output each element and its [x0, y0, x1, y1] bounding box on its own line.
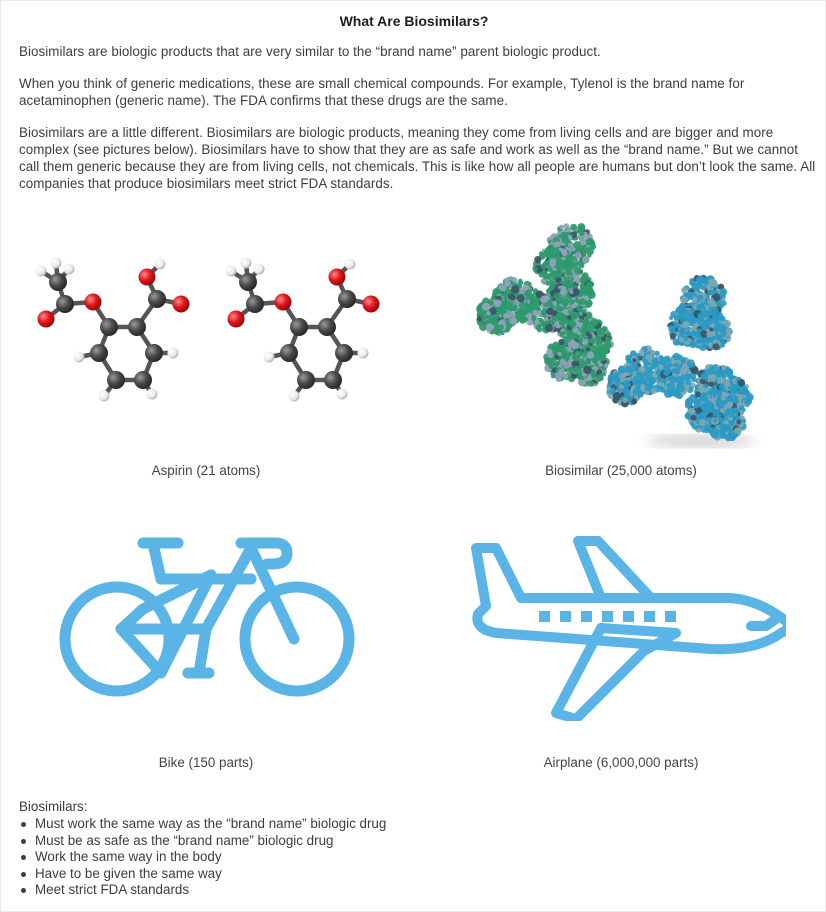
residue — [582, 313, 586, 317]
residue — [699, 396, 703, 400]
carbon-atom — [338, 290, 356, 308]
generic-paragraph: When you think of generic medications, these are small chemical compounds. For example, Tylenol is the brand name for acetaminophen (generic name). The FDA confirms that these drugs are the same. — [19, 76, 745, 108]
residue — [683, 321, 690, 328]
residue — [560, 359, 566, 365]
aspirin-molecule-right — [226, 258, 380, 402]
residue — [492, 321, 497, 326]
residue — [639, 349, 645, 355]
oxygen-atom — [173, 296, 190, 313]
residue — [717, 403, 722, 408]
residue — [732, 408, 738, 414]
residue — [500, 331, 505, 336]
residue — [613, 392, 621, 400]
residue — [568, 243, 573, 248]
residue — [691, 331, 696, 336]
residue — [554, 252, 561, 259]
residue — [558, 313, 565, 320]
residue — [651, 388, 657, 394]
residue — [526, 303, 534, 311]
residue — [713, 293, 721, 301]
residue — [622, 398, 627, 403]
residue — [538, 324, 543, 329]
residue — [582, 256, 590, 264]
residue — [746, 393, 754, 401]
residue — [677, 380, 684, 387]
antibody-green — [476, 223, 614, 387]
residue — [582, 334, 586, 338]
residue — [570, 277, 574, 281]
oxygen-atom — [139, 269, 156, 286]
residue — [572, 327, 578, 333]
residue — [726, 408, 731, 413]
bullet-icon — [21, 888, 26, 893]
hydrogen-atom — [226, 266, 237, 277]
carbon-atom — [324, 371, 342, 389]
summary-list — [19, 816, 386, 899]
residue — [570, 290, 574, 294]
residue — [686, 292, 693, 299]
residue — [720, 408, 725, 413]
residue — [658, 364, 663, 369]
residue — [557, 352, 561, 356]
residue — [552, 342, 559, 349]
aspirin-molecule-icon — [1, 231, 421, 431]
carbon-atom — [134, 371, 152, 389]
summary-item — [19, 833, 386, 850]
airplane-icon — [466, 521, 786, 721]
residue — [700, 286, 705, 291]
residue — [701, 338, 705, 342]
residue — [723, 416, 728, 421]
residue — [718, 325, 726, 333]
residue — [659, 355, 663, 359]
residue — [631, 398, 637, 404]
residue — [568, 235, 573, 240]
hydrogen-atom — [337, 389, 348, 400]
residue — [556, 305, 563, 312]
difference-paragraph: Biosimilars are a little different. Biosimilars are biologic products, meaning they come from living cells and are bigger and more complex (see pictures below). Biosimilars have to show that they are as safe and work as well as the “brand name.” But we cannot call them generic because they are from living cells, not chemicals. This is like how all people are humans but don’t look the same. All companies that produce biosimilars meet strict FDA standards. — [19, 125, 816, 191]
residue — [574, 267, 582, 275]
carbon-atom — [297, 371, 315, 389]
residue — [495, 331, 499, 335]
residue — [563, 280, 571, 288]
residue — [601, 336, 606, 341]
residue — [625, 366, 632, 373]
residue — [685, 379, 691, 385]
residue — [724, 320, 731, 327]
residue — [692, 296, 697, 301]
residue — [547, 358, 552, 363]
hydrogen-atom — [51, 258, 62, 269]
residue — [697, 316, 704, 323]
summary-item — [19, 816, 386, 833]
residue — [601, 372, 605, 376]
residue — [560, 288, 567, 295]
residue — [598, 363, 602, 367]
residue — [506, 282, 510, 286]
residue — [688, 408, 695, 415]
oxygen-atom — [38, 311, 55, 328]
residue — [712, 343, 719, 350]
residue — [604, 342, 612, 350]
airplane-caption: Airplane (6,000,000 parts) — [543, 755, 699, 770]
residue — [587, 351, 594, 358]
residue — [596, 338, 602, 344]
residue — [638, 356, 642, 360]
residue — [497, 289, 502, 294]
residue — [486, 311, 490, 315]
oxygen-atom — [85, 294, 102, 311]
residue — [634, 390, 639, 395]
residue — [604, 363, 609, 368]
residue — [671, 360, 675, 364]
residue — [575, 252, 582, 259]
residue — [649, 370, 653, 374]
residue — [708, 412, 713, 417]
residue — [663, 356, 671, 364]
oxygen-atom — [363, 296, 380, 313]
residue — [633, 376, 639, 382]
bullet-icon — [21, 822, 26, 827]
residue — [707, 427, 714, 434]
residue — [722, 301, 727, 306]
residue — [564, 223, 570, 229]
residue — [711, 375, 717, 381]
antibody-molecule-icon — [471, 211, 781, 451]
residue — [556, 262, 564, 270]
residue — [710, 279, 718, 287]
residue — [699, 419, 706, 426]
residue — [688, 398, 694, 404]
residue — [705, 317, 712, 324]
residue — [694, 283, 698, 287]
residue — [703, 313, 707, 317]
hydrogen-atom — [254, 264, 265, 275]
residue — [680, 374, 685, 379]
residue — [583, 323, 588, 328]
airplane-upper-wing — [578, 541, 651, 598]
bullet-icon — [21, 839, 26, 844]
residue — [501, 308, 506, 313]
residue — [573, 241, 581, 249]
oxygen-atom — [228, 311, 245, 328]
residue — [695, 391, 701, 397]
carbon-atom — [145, 344, 163, 362]
residue — [561, 250, 567, 256]
residue — [681, 358, 687, 364]
residue — [519, 317, 526, 324]
residue — [680, 330, 684, 334]
residue — [580, 245, 587, 252]
residue — [719, 423, 725, 429]
residue — [706, 331, 713, 338]
hydrogen-atom — [289, 391, 300, 402]
residue — [593, 360, 598, 365]
residue — [565, 269, 572, 276]
residue — [579, 308, 583, 312]
residue — [556, 277, 562, 283]
residue — [596, 375, 603, 382]
residue — [709, 382, 714, 387]
residue — [719, 432, 726, 439]
residue — [665, 363, 671, 369]
summary-item — [19, 866, 386, 883]
summary-item-text: Must work the same way as the “brand name” biologic drug — [35, 816, 387, 831]
residue — [683, 309, 690, 316]
residue — [547, 267, 552, 272]
residue — [721, 365, 726, 370]
residue — [555, 271, 560, 276]
residue — [558, 339, 564, 345]
residue — [527, 319, 534, 326]
residue — [591, 318, 599, 326]
residue — [580, 275, 587, 282]
residue — [569, 321, 576, 328]
biosimilar-caption: Biosimilar (25,000 atoms) — [545, 463, 697, 478]
hydrogen-atom — [345, 259, 356, 270]
residue — [571, 341, 579, 349]
residue — [550, 259, 555, 264]
residue — [734, 433, 739, 438]
residue — [583, 366, 591, 374]
residue — [687, 414, 691, 418]
summary-item-text: Meet strict FDA standards — [35, 882, 190, 898]
residue — [562, 349, 567, 354]
residue — [660, 387, 666, 393]
carbon-atom — [318, 318, 336, 336]
residue — [689, 314, 694, 319]
residue — [541, 311, 546, 316]
residue — [697, 295, 703, 301]
carbon-atom — [148, 290, 166, 308]
residue — [551, 374, 556, 379]
residue — [588, 334, 593, 339]
residue — [722, 392, 726, 396]
airplane-cockpit — [751, 619, 776, 626]
residue — [500, 292, 504, 296]
bike-seat-post — [154, 548, 161, 579]
residue — [606, 332, 611, 337]
residue — [552, 316, 557, 321]
residue — [554, 361, 559, 366]
residue — [726, 332, 731, 337]
residue — [546, 245, 554, 253]
aspirin-caption: Aspirin (21 atoms) — [151, 463, 261, 478]
residue — [579, 231, 584, 236]
residue — [671, 368, 676, 373]
bullet-icon — [21, 872, 26, 877]
residue — [679, 337, 684, 342]
residue — [564, 318, 570, 324]
residue — [509, 317, 517, 325]
summary-item — [19, 849, 386, 866]
residue — [728, 420, 735, 427]
residue — [611, 373, 617, 379]
residue — [578, 351, 584, 357]
residue — [598, 353, 606, 361]
residue — [691, 378, 695, 382]
hydrogen-atom — [74, 352, 85, 363]
residue — [711, 316, 719, 324]
residue — [654, 351, 660, 357]
carbon-atom — [128, 318, 146, 336]
residue — [523, 284, 529, 290]
residue — [730, 387, 737, 394]
residue — [482, 303, 490, 311]
bullet-icon — [21, 855, 26, 860]
bike-caption: Bike (150 parts) — [158, 755, 254, 770]
residue — [690, 415, 696, 421]
hydrogen-atom — [264, 352, 275, 363]
residue — [573, 366, 581, 374]
residue — [650, 350, 655, 355]
summary-item-text: Work the same way in the body — [35, 849, 222, 865]
residue — [546, 349, 552, 355]
page-title: What Are Biosimilars? — [339, 13, 489, 29]
residue — [727, 402, 733, 408]
residue — [597, 369, 602, 374]
residue — [565, 259, 573, 267]
oxygen-atom — [275, 294, 292, 311]
residue — [632, 358, 636, 362]
residue — [690, 422, 694, 426]
residue — [562, 301, 567, 306]
hydrogen-atom — [241, 258, 252, 269]
residue — [716, 335, 722, 341]
residue — [544, 321, 548, 325]
residue — [511, 285, 519, 293]
bicycle-icon — [51, 531, 361, 711]
residue — [690, 367, 695, 372]
residue — [706, 286, 710, 290]
residue — [579, 298, 586, 305]
residue — [667, 383, 675, 391]
carbon-atom — [335, 344, 353, 362]
residue — [559, 225, 564, 230]
residue — [658, 382, 662, 386]
residue — [686, 330, 691, 335]
carbon-atom — [280, 344, 298, 362]
residue — [545, 324, 553, 332]
residue — [552, 301, 556, 305]
residue — [719, 384, 726, 391]
residue — [717, 413, 722, 418]
residue — [607, 377, 612, 382]
residue — [498, 324, 504, 330]
residue — [581, 286, 589, 294]
carbon-atom — [90, 344, 108, 362]
hydrogen-atom — [36, 266, 47, 277]
summary-item-text: Must be as safe as the “brand name” biologic drug — [35, 832, 334, 848]
oxygen-atom — [329, 269, 346, 286]
residue — [697, 413, 703, 419]
carbon-atom — [56, 295, 74, 313]
residue — [559, 320, 565, 326]
residue — [642, 359, 648, 365]
antibody-shadow — [646, 435, 756, 447]
summary-heading: Biosimilars: — [19, 799, 88, 814]
residue — [681, 370, 686, 375]
residue — [553, 294, 558, 299]
residue — [534, 256, 541, 263]
residue — [563, 309, 569, 315]
residue — [546, 308, 554, 316]
residue — [741, 387, 749, 395]
antibody-blue — [606, 275, 753, 442]
hydrogen-atom — [147, 389, 158, 400]
residue — [501, 300, 507, 306]
carbon-atom — [100, 318, 118, 336]
residue — [573, 315, 578, 320]
carbon-atom — [49, 273, 67, 291]
residue — [721, 290, 726, 295]
hydrogen-atom — [64, 264, 75, 275]
hydrogen-atom — [168, 348, 179, 359]
carbon-atom — [246, 295, 264, 313]
residue — [539, 251, 544, 256]
residue — [589, 290, 595, 296]
residue — [558, 369, 565, 376]
residue — [663, 370, 669, 376]
residue — [606, 387, 610, 391]
carbon-atom — [290, 318, 308, 336]
residue — [687, 359, 695, 367]
residue — [713, 409, 718, 414]
residue — [490, 325, 495, 330]
residue — [624, 372, 628, 376]
carbon-atom — [239, 273, 257, 291]
residue — [640, 384, 646, 390]
residue — [528, 295, 535, 302]
residue — [736, 420, 741, 425]
residue — [673, 353, 680, 360]
residue — [706, 370, 712, 376]
residue — [598, 331, 603, 336]
residue — [541, 270, 547, 276]
residue — [590, 240, 595, 245]
hydrogen-atom — [155, 259, 166, 270]
residue — [738, 379, 745, 386]
residue — [570, 224, 577, 231]
residue — [645, 374, 653, 382]
hydrogen-atom — [358, 348, 369, 359]
residue — [678, 306, 683, 311]
hydrogen-atom — [99, 391, 110, 402]
residue — [713, 418, 718, 423]
residue — [728, 428, 734, 434]
summary-item-text: Have to be given the same way — [35, 865, 222, 881]
residue — [482, 316, 487, 321]
residue — [540, 296, 548, 304]
airplane-windows — [539, 611, 676, 622]
summary-item — [19, 882, 386, 899]
residue — [668, 325, 676, 333]
carbon-atom — [107, 371, 125, 389]
residue — [619, 384, 624, 389]
aspirin-molecule-left — [36, 258, 190, 402]
residue — [526, 313, 532, 319]
residue — [725, 381, 731, 387]
residue — [584, 301, 591, 308]
intro-paragraph: Biosimilars are biologic products that are very similar to the “brand name” parent biologic product. — [19, 44, 601, 59]
residue — [696, 304, 703, 311]
residue — [580, 225, 586, 231]
residue — [579, 359, 585, 365]
residue — [697, 276, 704, 283]
residue — [645, 391, 650, 396]
residue — [494, 299, 502, 307]
